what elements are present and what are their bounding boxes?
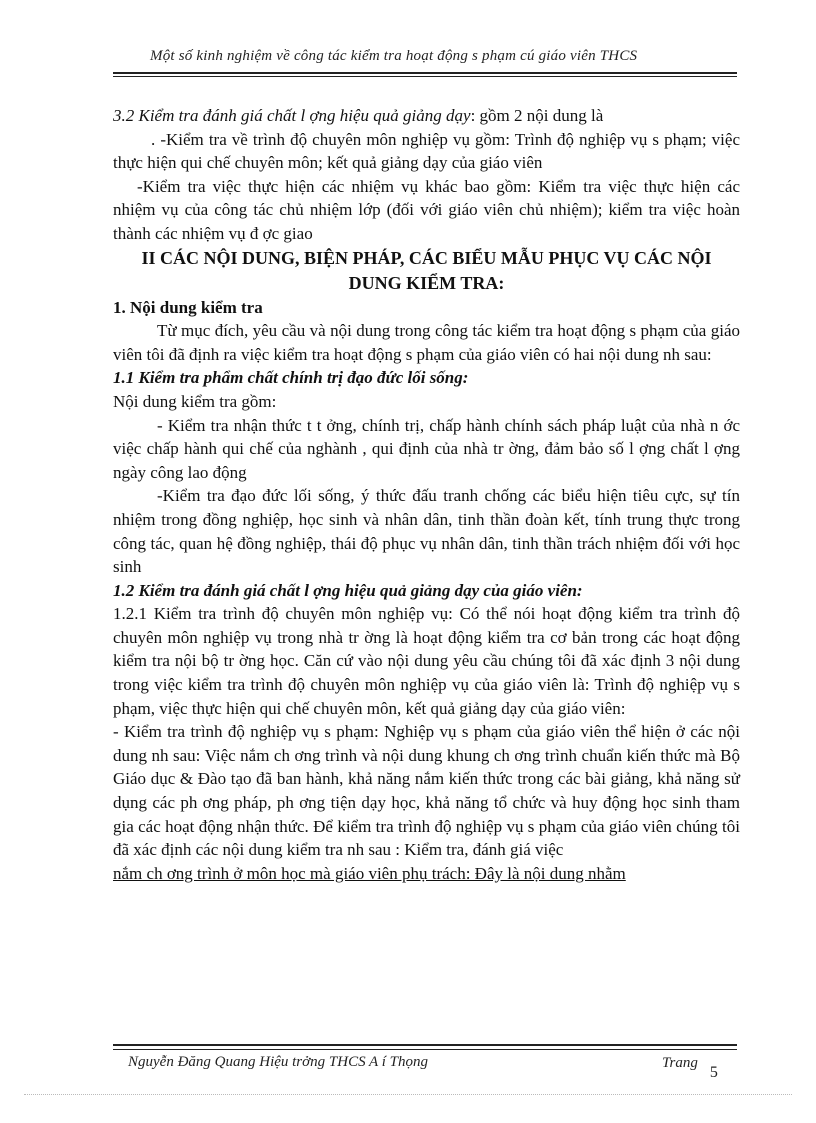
section-heading-3-2: 3.2 Kiểm tra đánh giá chất l ợng hiệu quả giảng dạy (113, 106, 471, 125)
footer-rule-thin (113, 1049, 737, 1050)
paragraph-underlined: nắm ch ơng trình ở môn học mà giáo viên phụ trách: Đây là nội dung nhằm (113, 863, 626, 883)
footer-author: Nguyễn Đăng Quang Hiệu trởng THCS A í Thọng (128, 1054, 428, 1070)
page-label: Trang (662, 1055, 698, 1071)
heading-1-2: 1.2 Kiểm tra đánh giá chất l ợng hiệu quả giảng dạy của giáo viên: (113, 580, 583, 600)
paragraph: Từ mục đích, yêu cầu và nội dung trong công tác kiểm tra hoạt động s phạm của giáo viên tôi đã định ra việc kiểm tra hoạt động s phạm của giáo viên có hai nội dung nh sau: (113, 321, 740, 364)
paragraph: -Kiểm tra đạo đức lối sống, ý thức đấu tranh chống các biểu hiện tiêu cực, sự tín nhiệm trong đồng nghiệp, học sinh và nhân dân, tinh thần đoàn kết, tính trung thực trong công tác, quan hệ đồng nghiệp, thái độ phục vụ nhân dân, tinh thần trách nhiệm đối với học sinh (113, 486, 740, 577)
header-rule (113, 72, 737, 74)
paragraph: 1.2.1 Kiểm tra trình độ chuyên môn nghiệp vụ: Có thể nói hoạt động kiểm tra trình độ chuyên môn nghiệp vụ trong nhà tr ờng là hoạt động kiểm tra cơ bản trong các hoạt động kiểm tra nội bộ tr ờng học. Căn cứ vào nội dung yêu cầu chúng tôi đã xác định 3 nội dung trong việc kiểm tra trình độ chuyên môn nghiệp vụ của giáo viên là: Trình độ nghiệp vụ s phạm, việc thực hiện qui chế chuyên môn, kết quả giảng dạy của giáo viên: (113, 604, 740, 718)
heading-1: 1. Nội dung kiểm tra (113, 297, 263, 317)
header-rule-thin (113, 76, 737, 77)
paragraph: - Kiểm tra trình độ nghiệp vụ s phạm: Nghiệp vụ s phạm của giáo viên thể hiện ở các nội dung nh sau: Việc nắm ch ơng trình và nội dung khung ch ơng trình chuẩn kiến thức mà Bộ Giáo dục & Đào tạo đã ban hành, khả năng nắm kiến thức trong các bài giảng, khả năng sử dụng các ph ơng pháp, ph ơng tiện dạy học, khả năng tổ chức và huy động học sinh tham gia các hoạt động nhận thức. Để kiểm tra trình độ nghiệp vụ s phạm của giáo viên chúng tôi đã xác định các nội dung kiểm tra nh sau : Kiểm tra, đánh giá việc (113, 722, 740, 860)
page-edge-divider (24, 1094, 792, 1095)
heading-1-1: 1.1 Kiểm tra phẩm chất chính trị đạo đức lối sống: (113, 368, 469, 388)
paragraph: . -Kiểm tra về trình độ chuyên môn nghiệp vụ gồm: Trình độ nghiệp vụ s phạm; việc thực hiện qui chế chuyên môn; kết quả giảng dạy của giáo viên (113, 129, 740, 173)
document-body (113, 104, 740, 885)
section-title-ii: II CÁC NỘI DUNG, BIỆN PHÁP, CÁC BIỂU MẪU PHỤC VỤ CÁC NỘI DUNG KIỂM TRA: (141, 247, 712, 293)
footer-rule (113, 1044, 737, 1046)
paragraph-3-2: 3.2 Kiểm tra đánh giá chất l ợng hiệu quả giảng dạy: gồm 2 nội dung là (113, 106, 604, 125)
footer-page (662, 1054, 718, 1081)
paragraph: -Kiểm tra việc thực hiện các nhiệm vụ khác bao gồm: Kiểm tra việc thực hiện các nhiệm vụ của công tác chủ nhiệm lớp (đối với giáo viên chủ nhiệm); kiểm tra việc hoàn thành các nhiệm vụ đ ợc giao (113, 176, 740, 243)
page-number: 5 (709, 1064, 718, 1081)
paragraph: Nội dung kiểm tra gồm: (113, 391, 277, 411)
page-header: Một số kinh nghiệm về công tác kiểm tra hoạt động s phạm cú giáo viên THCS (150, 48, 638, 64)
paragraph: - Kiểm tra nhận thức t t ởng, chính trị, chấp hành chính sách pháp luật của nhà n ớc việc chấp hành qui chế của nghành , qui định của nhà tr ờng, đảm bảo số l ợng chất l ợng ngày công lao động (113, 415, 740, 482)
